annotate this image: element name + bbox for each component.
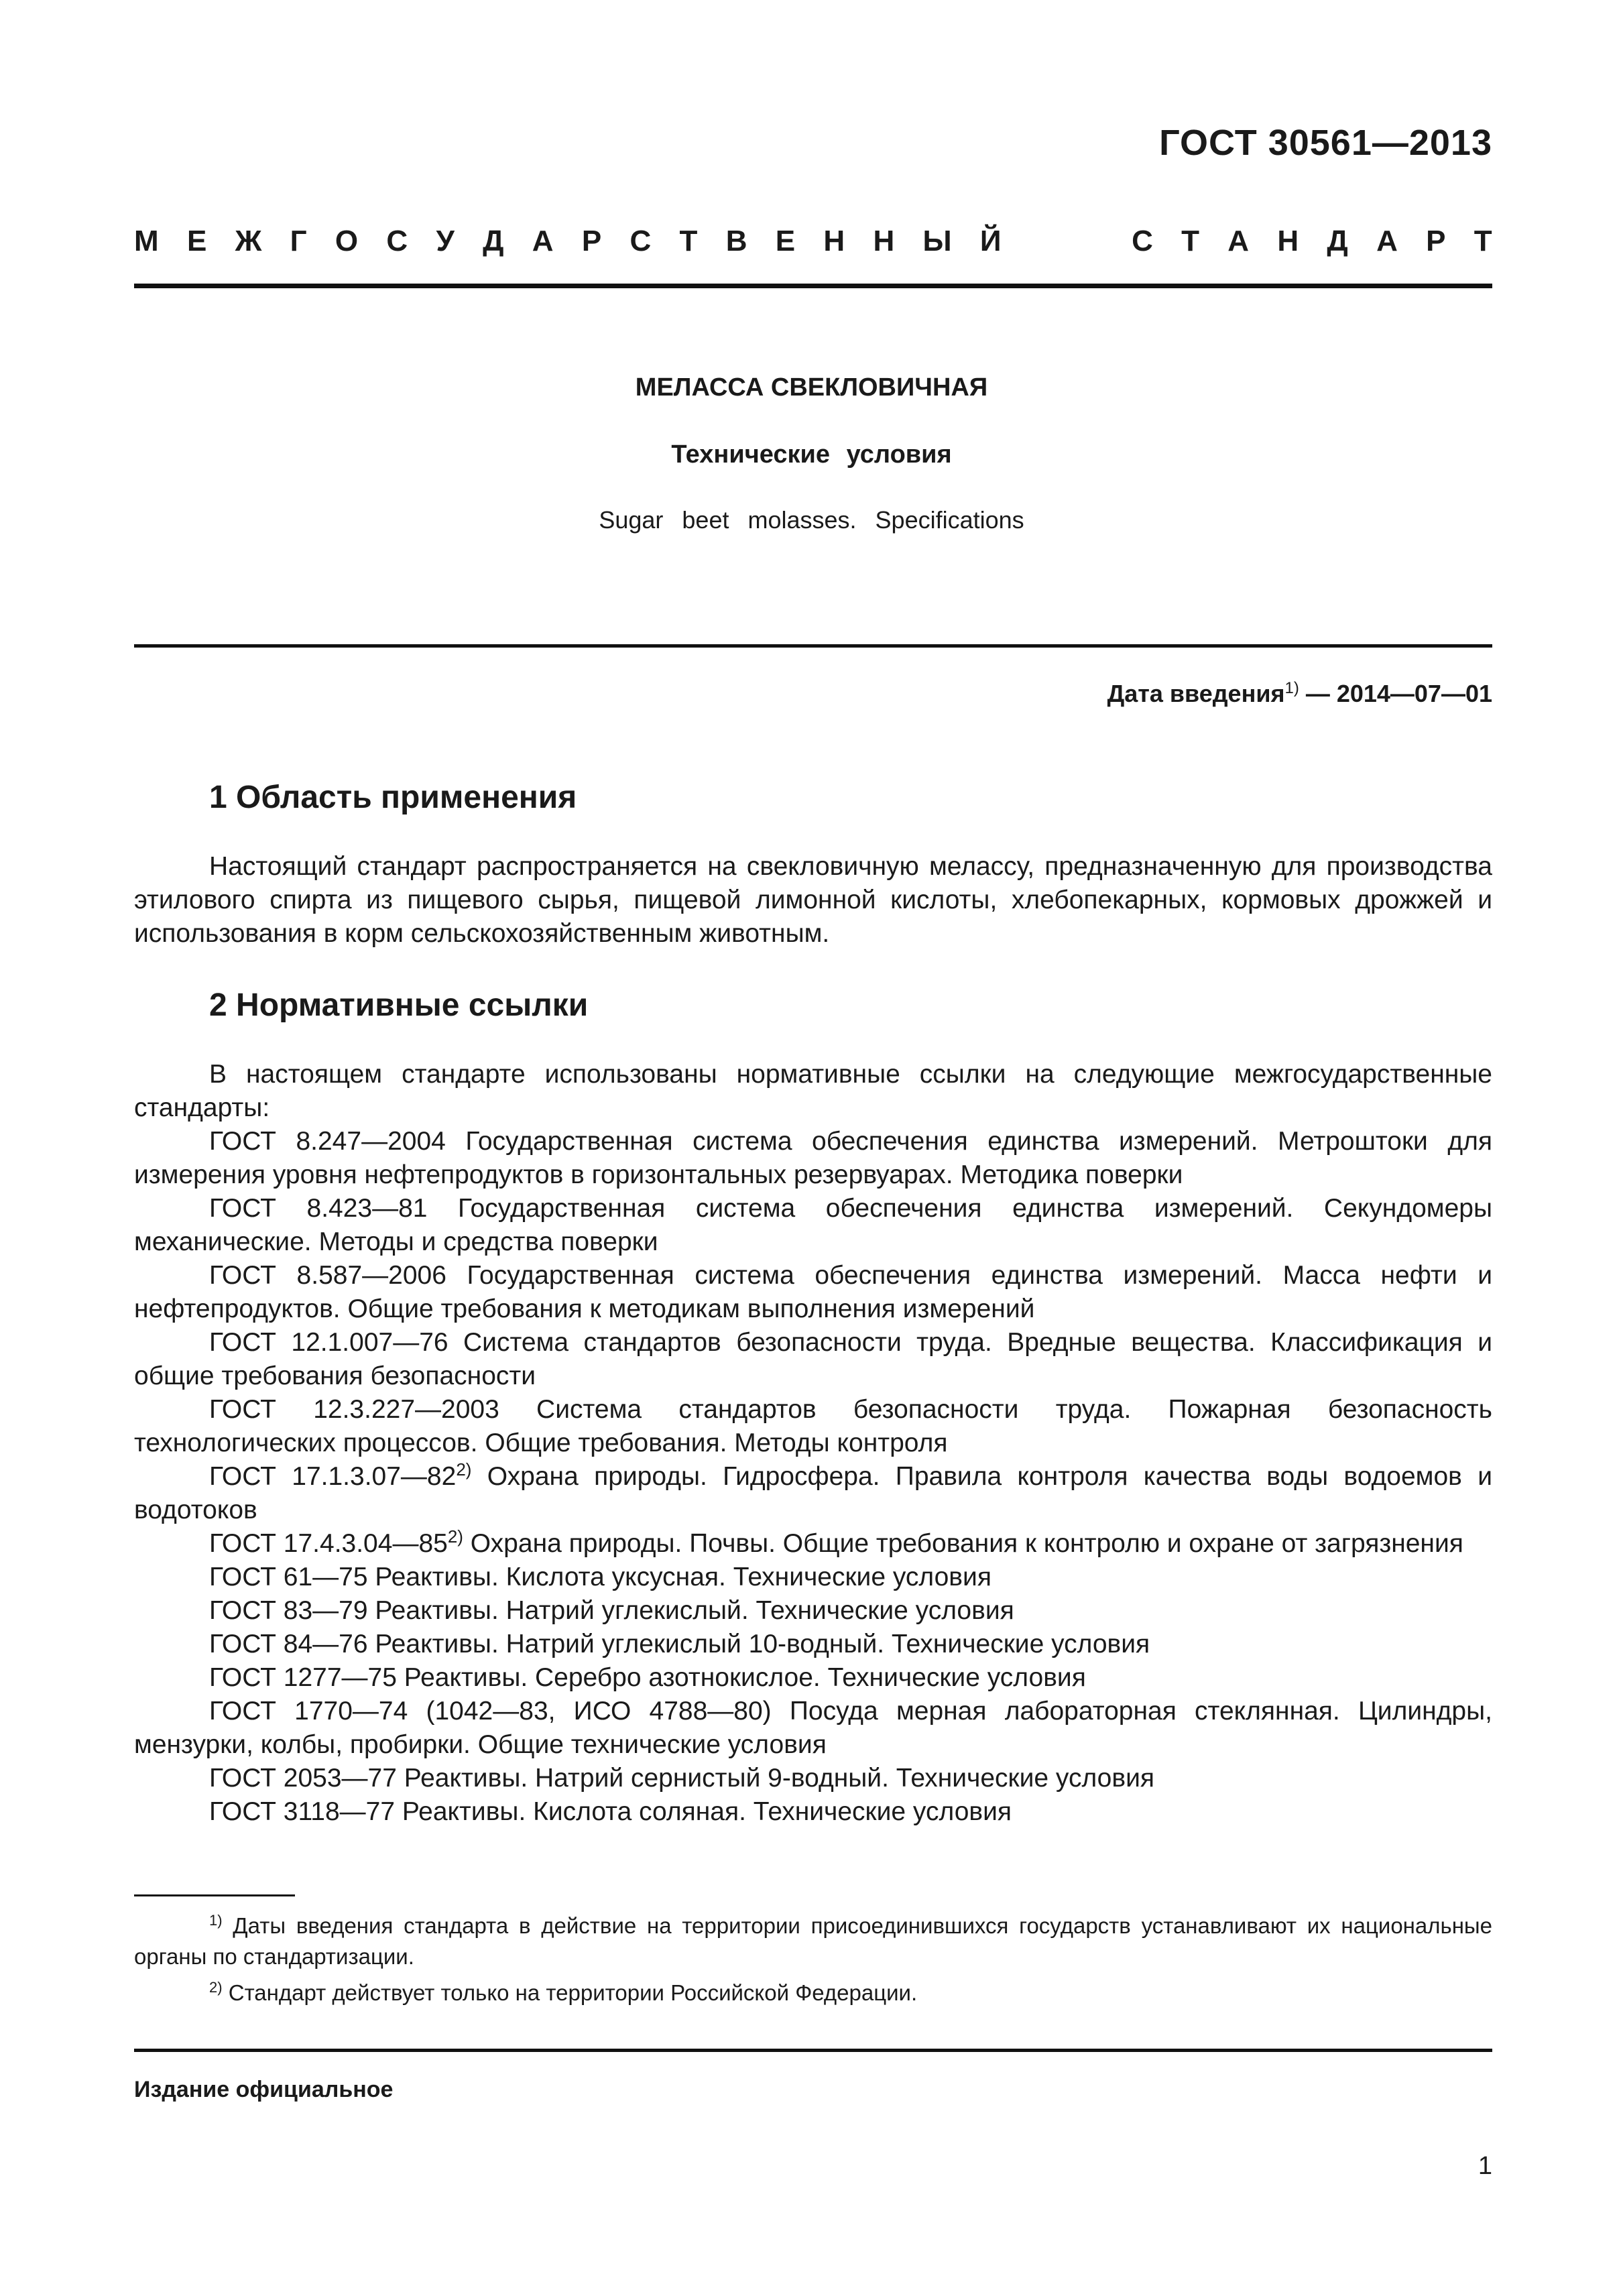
reference-text: ГОСТ 17.1.3.07—82	[209, 1462, 457, 1491]
reference-text: ГОСТ 8.587—2006 Государственная система обеспечения единства измерений. Масса нефти и нефтепродуктов. Общие требования к методикам выполнения измерений	[134, 1261, 1492, 1323]
date-footnote-mark: 1)	[1284, 679, 1299, 697]
reference-text: ГОСТ 8.423—81 Государственная система обеспечения единства измерений. Секундомеры механические. Методы и средства поверки	[134, 1194, 1492, 1256]
footer-divider	[134, 2049, 1492, 2052]
reference-text-continued: Охрана природы. Почвы. Общие требования к контролю и охране от загрязнения	[463, 1529, 1463, 1558]
banner-letter: Д	[1327, 225, 1348, 257]
banner-letter: Е	[186, 225, 207, 257]
document-title: МЕЛАССА СВЕКЛОВИЧНАЯ	[635, 373, 988, 402]
introduction-date	[1107, 679, 1492, 708]
banner-letter: В	[725, 225, 747, 257]
banner-gap	[1030, 227, 1103, 256]
reference-item	[134, 1661, 1492, 1695]
banner-letter: Ы	[922, 225, 952, 257]
reference-text-continued: Охрана природы. Гидросфера. Правила контроля качества воды водоемов и водотоков	[134, 1462, 1492, 1524]
reference-footnote-mark: 2)	[456, 1459, 472, 1479]
banner-letter: Т	[1474, 225, 1492, 257]
section-paragraph: В настоящем стандарте использованы нормативные ссылки на следующие межгосударственные стандарты:	[134, 1060, 1492, 1122]
document-designation: ГОСТ 30561—2013	[1159, 123, 1492, 163]
reference-text: ГОСТ 2053—77 Реактивы. Натрий сернистый 9-водный. Технические условия	[209, 1764, 1154, 1793]
banner-letter: Г	[290, 225, 307, 257]
interstate-standard-banner	[134, 227, 1492, 256]
reference-text: ГОСТ 61—75 Реактивы. Кислота уксусная. Технические условия	[209, 1563, 991, 1591]
reference-text: ГОСТ 12.3.227—2003 Система стандартов безопасности труда. Пожарная безопасность технологических процессов. Общие требования. Методы контроля	[134, 1395, 1492, 1457]
footnote	[134, 1905, 1492, 1972]
reference-text: ГОСТ 12.1.007—76 Система стандартов безопасности труда. Вредные вещества. Классификация и общие требования безопасности	[134, 1328, 1492, 1390]
reference-text: ГОСТ 84—76 Реактивы. Натрий углекислый 10-водный. Технические условия	[209, 1630, 1150, 1658]
section-heading: 2 Нормативные ссылки	[209, 987, 589, 1023]
reference-item	[134, 1259, 1492, 1326]
banner-letter: А	[532, 225, 554, 257]
banner-letter: С	[1132, 225, 1153, 257]
banner-letter: Т	[679, 225, 698, 257]
edition-label: Издание официальное	[134, 2077, 394, 2102]
banner-letter: У	[436, 225, 455, 257]
section-normative-references	[134, 985, 1492, 1829]
footnote-text: Даты введения стандарта в действие на территории присоединившихся государств устанавливают их национальные органы по стандартизации.	[134, 1913, 1492, 1969]
page-number: 1	[1478, 2152, 1492, 2180]
footnote-text: Стандарт действует только на территории Российской Федерации.	[222, 1980, 918, 2005]
reference-text: ГОСТ 83—79 Реактивы. Натрий углекислый. Технические условия	[209, 1596, 1014, 1625]
banner-letter: С	[629, 225, 652, 257]
reference-item	[134, 1628, 1492, 1661]
header-divider	[134, 284, 1492, 288]
banner-letter: Т	[1181, 225, 1200, 257]
section-paragraph: Настоящий стандарт распространяется на свекловичную мелассу, предназначенную для производства этилового спирта из пищевого сырья, пищевой лимонной кислоты, хлебопекарных, кормовых дрожжей и использования в корм сельскохозяйственным животным.	[134, 852, 1492, 948]
reference-item	[134, 1527, 1492, 1561]
banner-letter: Н	[823, 225, 845, 257]
banner-letter: Е	[775, 225, 796, 257]
reference-item	[134, 1795, 1492, 1829]
reference-item	[134, 1695, 1492, 1762]
date-value: — 2014—07—01	[1299, 680, 1492, 707]
footnotes	[134, 1905, 1492, 2008]
banner-letter: Н	[873, 225, 895, 257]
footnote-mark: 2)	[209, 1979, 223, 1996]
reference-footnote-mark: 2)	[447, 1526, 463, 1547]
banner-letter: Р	[581, 225, 602, 257]
section-scope	[134, 778, 1492, 951]
banner-letter: А	[1227, 225, 1250, 257]
banner-letter: О	[335, 225, 359, 257]
footnote-divider	[134, 1894, 295, 1896]
banner-letter: Р	[1426, 225, 1446, 257]
banner-letter: Д	[483, 225, 504, 257]
footnote	[134, 1972, 1492, 2008]
footnote-mark: 1)	[209, 1912, 223, 1929]
reference-item	[134, 1762, 1492, 1795]
reference-list	[134, 1125, 1492, 1829]
banner-letter: Ж	[235, 225, 262, 257]
reference-text: ГОСТ 8.247—2004 Государственная система обеспечения единства измерений. Метроштоки для измерения уровня нефтепродуктов в горизонтальных резервуарах. Методика поверки	[134, 1127, 1492, 1189]
banner-letter: Н	[1277, 225, 1299, 257]
reference-text: ГОСТ 3118—77 Реактивы. Кислота соляная. Технические условия	[209, 1797, 1012, 1826]
section-heading: 1 Область применения	[209, 780, 577, 815]
english-title: Sugar beet molasses. Specifications	[599, 506, 1024, 534]
date-label: Дата введения	[1107, 680, 1285, 707]
reference-item	[134, 1594, 1492, 1628]
document-subtitle: Технические условия	[671, 440, 952, 469]
banner-letter: А	[1376, 225, 1398, 257]
banner-letter: С	[386, 225, 408, 257]
reference-text: ГОСТ 1770—74 (1042—83, ИСО 4788—80) Посуда мерная лабораторная стеклянная. Цилиндры, мензурки, колбы, пробирки. Общие технические условия	[134, 1697, 1492, 1759]
reference-text: ГОСТ 17.4.3.04—85	[209, 1529, 448, 1558]
reference-item	[134, 1561, 1492, 1594]
banner-letter: Й	[979, 225, 1002, 257]
title-divider	[134, 644, 1492, 648]
reference-item	[134, 1393, 1492, 1460]
reference-text: ГОСТ 1277—75 Реактивы. Серебро азотнокислое. Технические условия	[209, 1663, 1086, 1692]
reference-item	[134, 1460, 1492, 1527]
reference-item	[134, 1326, 1492, 1393]
reference-item	[134, 1125, 1492, 1192]
reference-item	[134, 1192, 1492, 1259]
banner-letter: М	[134, 225, 159, 257]
